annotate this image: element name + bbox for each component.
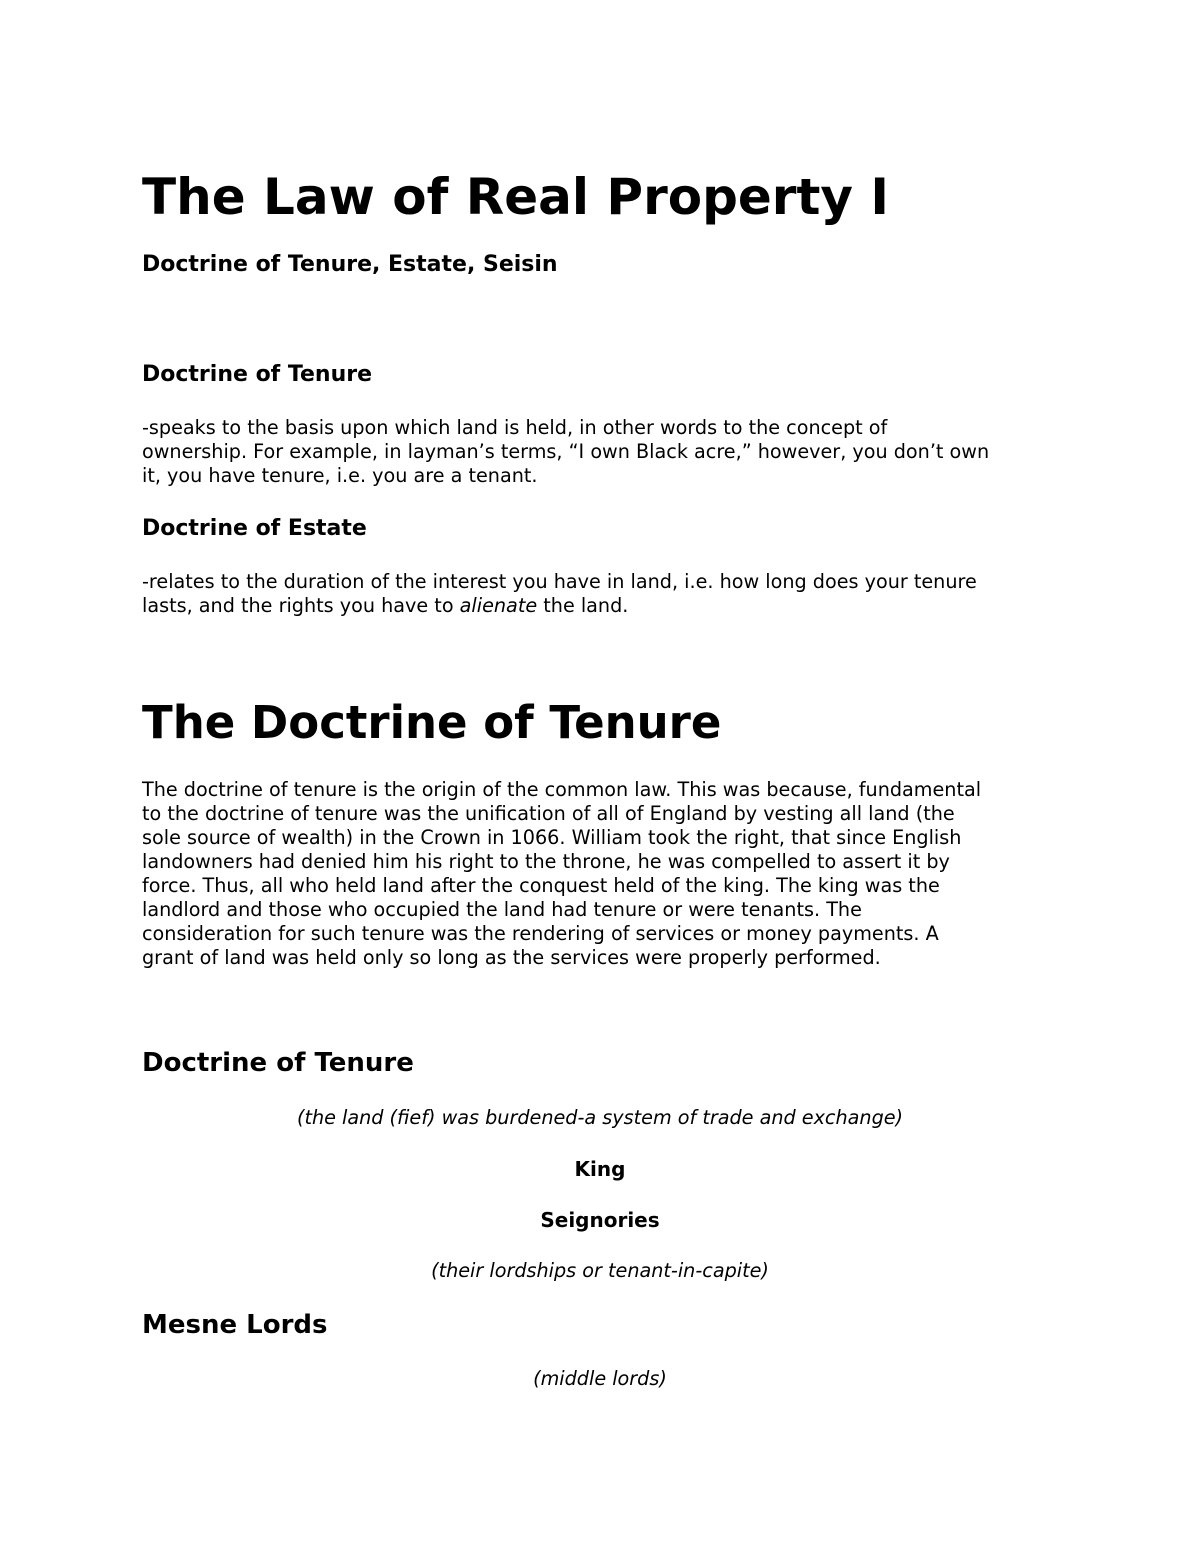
hierarchy-note-middle-lords: (middle lords) bbox=[533, 1367, 667, 1390]
paragraph-line: landlord and those who occupied the land had tenure or were tenants. The bbox=[142, 898, 862, 921]
doctrine-heading: The Doctrine of Tenure bbox=[142, 696, 722, 749]
paragraph-line: -relates to the duration of the interest you have in land, i.e. how long does your tenure bbox=[142, 570, 977, 593]
paragraph-line: force. Thus, all who held land after the conquest held of the king. The king was the bbox=[142, 874, 940, 897]
paragraph-line: landowners had denied him his right to the throne, he was compelled to assert it by bbox=[142, 850, 950, 873]
paragraph-line: sole source of wealth) in the Crown in 1066. William took the right, that since English bbox=[142, 826, 962, 849]
paragraph-line: consideration for such tenure was the rendering of services or money payments. A bbox=[142, 922, 939, 945]
hierarchy-level-seignories: Seignories bbox=[540, 1208, 660, 1232]
hierarchy-note-fief: (the land (fief) was burdened-a system of trade and exchange) bbox=[296, 1106, 904, 1129]
paragraph-line: The doctrine of tenure is the origin of the common law. This was because, fundamental bbox=[142, 778, 982, 801]
document-title: The Law of Real Property I bbox=[142, 168, 889, 226]
text-run: the land. bbox=[537, 594, 629, 617]
paragraph-line: -speaks to the basis upon which land is held, in other words to the concept of bbox=[142, 416, 888, 439]
section-heading-estate: Doctrine of Estate bbox=[142, 516, 367, 541]
paragraph-line: ownership. For example, in layman’s terms, “I own Black acre,” however, you don’t own bbox=[142, 440, 990, 463]
paragraph-line: it, you have tenure, i.e. you are a tenant. bbox=[142, 464, 538, 487]
section-heading-tenure: Doctrine of Tenure bbox=[142, 362, 373, 387]
hierarchy-heading: Doctrine of Tenure bbox=[142, 1048, 414, 1078]
section-paragraph-tenure bbox=[142, 416, 1062, 488]
paragraph-line: grant of land was held only so long as the services were properly performed. bbox=[142, 946, 881, 969]
hierarchy-note-lordships: (their lordships or tenant-in-capite) bbox=[431, 1259, 769, 1282]
text-run: lasts, and the rights you have to bbox=[142, 594, 460, 617]
paragraph-line: to the doctrine of tenure was the unification of all of England by vesting all land (the bbox=[142, 802, 955, 825]
paragraph-line bbox=[142, 594, 1062, 618]
section-paragraph-estate bbox=[142, 570, 1062, 618]
hierarchy-heading-mesne-lords: Mesne Lords bbox=[142, 1310, 328, 1340]
document-subtitle: Doctrine of Tenure, Estate, Seisin bbox=[142, 252, 558, 277]
hierarchy-level-king: King bbox=[574, 1157, 626, 1181]
italic-term-alienate: alienate bbox=[459, 594, 538, 617]
doctrine-paragraph bbox=[142, 778, 1062, 970]
